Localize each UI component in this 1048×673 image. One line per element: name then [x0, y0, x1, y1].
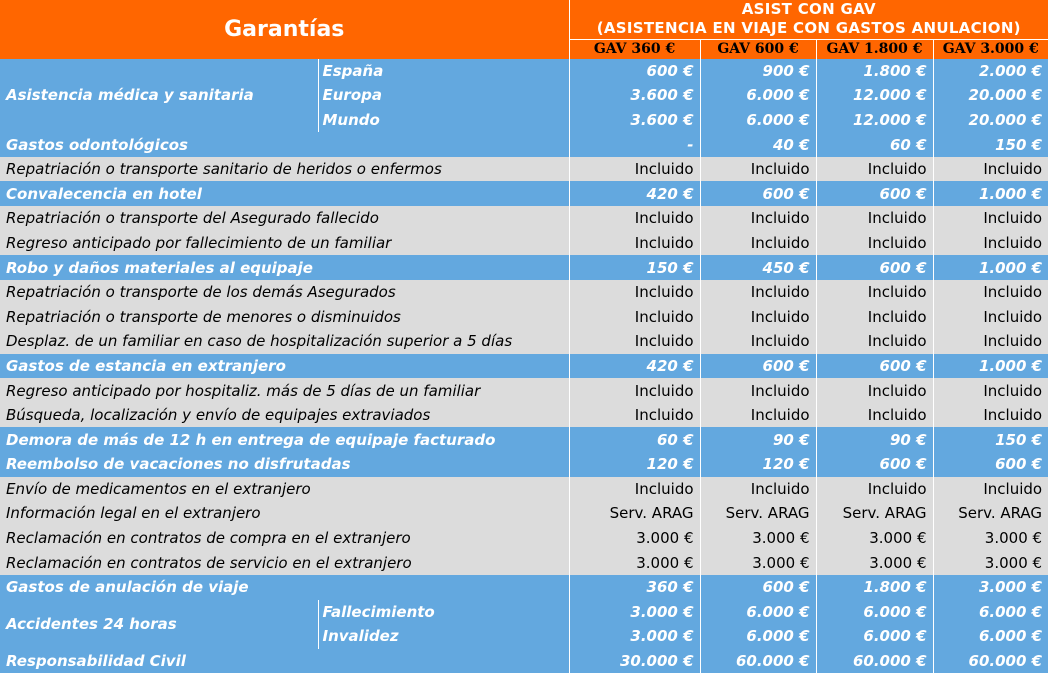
row-label: Desplaz. de un familiar en caso de hospitalización superior a 5 días	[0, 329, 569, 354]
cell-value: 3.000 €	[933, 575, 1048, 600]
table-row	[0, 649, 1048, 673]
cell-value: 3.000 €	[816, 550, 933, 575]
cell-value: Serv. ARAG	[700, 501, 816, 526]
cell-value: 150 €	[933, 132, 1048, 157]
row-label: Regreso anticipado por fallecimiento de un familiar	[0, 231, 569, 256]
row-label: Accidentes 24 horas	[0, 600, 318, 649]
row-label: Gastos de estancia en extranjero	[0, 354, 569, 379]
table-row	[0, 255, 1048, 280]
cell-value: 6.000 €	[700, 83, 816, 108]
row-label: Convalecencia en hotel	[0, 181, 569, 206]
sub-label: Mundo	[318, 108, 569, 133]
cell-value: 6.000 €	[700, 108, 816, 133]
cell-value: 12.000 €	[816, 83, 933, 108]
table-row	[0, 132, 1048, 157]
cell-value: Serv. ARAG	[816, 501, 933, 526]
cell-value: 1.000 €	[933, 255, 1048, 280]
cell-value: 1.800 €	[816, 575, 933, 600]
row-label: Reembolso de vacaciones no disfrutadas	[0, 452, 569, 477]
table-row	[0, 354, 1048, 379]
cell-value: Incluido	[816, 329, 933, 354]
cell-value: Incluido	[933, 477, 1048, 502]
cell-value: 60.000 €	[933, 649, 1048, 673]
row-label: Repatriación o transporte sanitario de heridos o enfermos	[0, 157, 569, 182]
cell-value: 6.000 €	[933, 624, 1048, 649]
cell-value: 6.000 €	[816, 600, 933, 625]
cell-value: 600 €	[816, 452, 933, 477]
cell-value: 60.000 €	[700, 649, 816, 673]
cell-value: 6.000 €	[816, 624, 933, 649]
cell-value: 600 €	[700, 575, 816, 600]
cell-value: 420 €	[569, 354, 700, 379]
cell-value: Incluido	[569, 231, 700, 256]
cell-value: 3.000 €	[569, 526, 700, 551]
cell-value: Incluido	[700, 378, 816, 403]
cell-value: Incluido	[816, 477, 933, 502]
cell-value: 150 €	[569, 255, 700, 280]
cell-value: Incluido	[700, 280, 816, 305]
cell-value: Incluido	[700, 304, 816, 329]
cell-value: 120 €	[700, 452, 816, 477]
cell-value: 12.000 €	[816, 108, 933, 133]
table-row	[0, 280, 1048, 305]
cell-value: 3.000 €	[933, 550, 1048, 575]
sub-label: España	[318, 59, 569, 84]
cell-value: 3.000 €	[569, 550, 700, 575]
table-row	[0, 206, 1048, 231]
cell-value: Incluido	[816, 157, 933, 182]
cell-value: Incluido	[700, 477, 816, 502]
row-label: Regreso anticipado por hospitaliz. más de 5 días de un familiar	[0, 378, 569, 403]
row-label: Repatriación o transporte del Asegurado fallecido	[0, 206, 569, 231]
row-label: Reclamación en contratos de servicio en el extranjero	[0, 550, 569, 575]
cell-value: 3.000 €	[816, 526, 933, 551]
table-row	[0, 181, 1048, 206]
column-header-gav-1800: GAV 1.800 €	[816, 39, 933, 59]
cell-value: Incluido	[816, 403, 933, 428]
row-label: Envío de medicamentos en el extranjero	[0, 477, 569, 502]
table-row	[0, 427, 1048, 452]
table-row	[0, 550, 1048, 575]
cell-value: 60 €	[816, 132, 933, 157]
cell-value: 1.000 €	[933, 181, 1048, 206]
table-row	[0, 575, 1048, 600]
cell-value: 60 €	[569, 427, 700, 452]
cell-value: Incluido	[569, 304, 700, 329]
cell-value: Incluido	[933, 157, 1048, 182]
cell-value: Incluido	[700, 403, 816, 428]
table-row	[0, 501, 1048, 526]
cell-value: 90 €	[816, 427, 933, 452]
cell-value: 3.600 €	[569, 83, 700, 108]
table-row	[0, 59, 1048, 84]
cell-value: 1.800 €	[816, 59, 933, 84]
column-header-gav-600: GAV 600 €	[700, 39, 816, 59]
sub-label: Fallecimiento	[318, 600, 569, 625]
cell-value: Incluido	[569, 477, 700, 502]
cell-value: Incluido	[933, 304, 1048, 329]
row-label: Demora de más de 12 h en entrega de equipaje facturado	[0, 427, 569, 452]
cell-value: 6.000 €	[700, 600, 816, 625]
cell-value: Incluido	[816, 304, 933, 329]
column-header-gav-360: GAV 360 €	[569, 39, 700, 59]
cell-value: Serv. ARAG	[569, 501, 700, 526]
plan-header	[569, 0, 1048, 39]
cell-value: Incluido	[816, 231, 933, 256]
plan-header-line1: ASIST CON GAV	[741, 0, 876, 19]
cell-value: Incluido	[700, 157, 816, 182]
cell-value: 3.000 €	[933, 526, 1048, 551]
table-row	[0, 378, 1048, 403]
cell-value: 2.000 €	[933, 59, 1048, 84]
cell-value: 3.600 €	[569, 108, 700, 133]
plan-header-line2: (ASISTENCIA EN VIAJE CON GASTOS ANULACION)	[596, 19, 1021, 38]
cell-value: Incluido	[933, 231, 1048, 256]
cell-value: 600 €	[700, 181, 816, 206]
cell-value: 600 €	[816, 181, 933, 206]
cell-value: 20.000 €	[933, 108, 1048, 133]
table-row	[0, 231, 1048, 256]
cell-value: Incluido	[569, 206, 700, 231]
cell-value: 600 €	[816, 255, 933, 280]
row-label: Gastos odontológicos	[0, 132, 569, 157]
cell-value: Incluido	[933, 378, 1048, 403]
cell-value: 600 €	[816, 354, 933, 379]
cell-value: 6.000 €	[933, 600, 1048, 625]
cell-value: Incluido	[569, 157, 700, 182]
row-label: Repatriación o transporte de los demás Asegurados	[0, 280, 569, 305]
cell-value: 3.000 €	[569, 600, 700, 625]
table-row	[0, 452, 1048, 477]
cell-value: Incluido	[700, 329, 816, 354]
row-label: Repatriación o transporte de menores o disminuidos	[0, 304, 569, 329]
cell-value: Incluido	[816, 206, 933, 231]
cell-value: 600 €	[933, 452, 1048, 477]
cell-value: 6.000 €	[700, 624, 816, 649]
cell-value: 120 €	[569, 452, 700, 477]
sub-label: Europa	[318, 83, 569, 108]
cell-value: -	[569, 132, 700, 157]
table-row	[0, 304, 1048, 329]
cell-value: Serv. ARAG	[933, 501, 1048, 526]
cell-value: Incluido	[569, 280, 700, 305]
cell-value: 360 €	[569, 575, 700, 600]
cell-value: 60.000 €	[816, 649, 933, 673]
sub-label: Invalidez	[318, 624, 569, 649]
cell-value: Incluido	[700, 206, 816, 231]
table-row	[0, 600, 1048, 625]
cell-value: 3.000 €	[700, 550, 816, 575]
cell-value: 150 €	[933, 427, 1048, 452]
row-label: Búsqueda, localización y envío de equipajes extraviados	[0, 403, 569, 428]
cell-value: 420 €	[569, 181, 700, 206]
row-label: Responsabilidad Civil	[0, 649, 569, 673]
cell-value: 20.000 €	[933, 83, 1048, 108]
cell-value: Incluido	[933, 329, 1048, 354]
cell-value: Incluido	[816, 378, 933, 403]
cell-value: 900 €	[700, 59, 816, 84]
row-label: Información legal en el extranjero	[0, 501, 569, 526]
table-row	[0, 403, 1048, 428]
cell-value: Incluido	[569, 378, 700, 403]
cell-value: 600 €	[569, 59, 700, 84]
cell-value: 3.000 €	[569, 624, 700, 649]
cell-value: Incluido	[933, 403, 1048, 428]
cell-value: 40 €	[700, 132, 816, 157]
cell-value: 30.000 €	[569, 649, 700, 673]
table-row	[0, 526, 1048, 551]
cell-value: 90 €	[700, 427, 816, 452]
cell-value: 1.000 €	[933, 354, 1048, 379]
row-label: Asistencia médica y sanitaria	[0, 59, 318, 133]
cell-value: 450 €	[700, 255, 816, 280]
row-label: Gastos de anulación de viaje	[0, 575, 569, 600]
table-row	[0, 157, 1048, 182]
cell-value: Incluido	[816, 280, 933, 305]
garantias-header: Garantías	[0, 0, 569, 59]
table-row	[0, 329, 1048, 354]
cell-value: Incluido	[700, 231, 816, 256]
cell-value: 3.000 €	[700, 526, 816, 551]
cell-value: Incluido	[933, 206, 1048, 231]
cell-value: Incluido	[569, 329, 700, 354]
column-header-gav-3000: GAV 3.000 €	[933, 39, 1048, 59]
cell-value: Incluido	[569, 403, 700, 428]
row-label: Robo y daños materiales al equipaje	[0, 255, 569, 280]
row-label: Reclamación en contratos de compra en el extranjero	[0, 526, 569, 551]
cell-value: 600 €	[700, 354, 816, 379]
table-row	[0, 477, 1048, 502]
cell-value: Incluido	[933, 280, 1048, 305]
